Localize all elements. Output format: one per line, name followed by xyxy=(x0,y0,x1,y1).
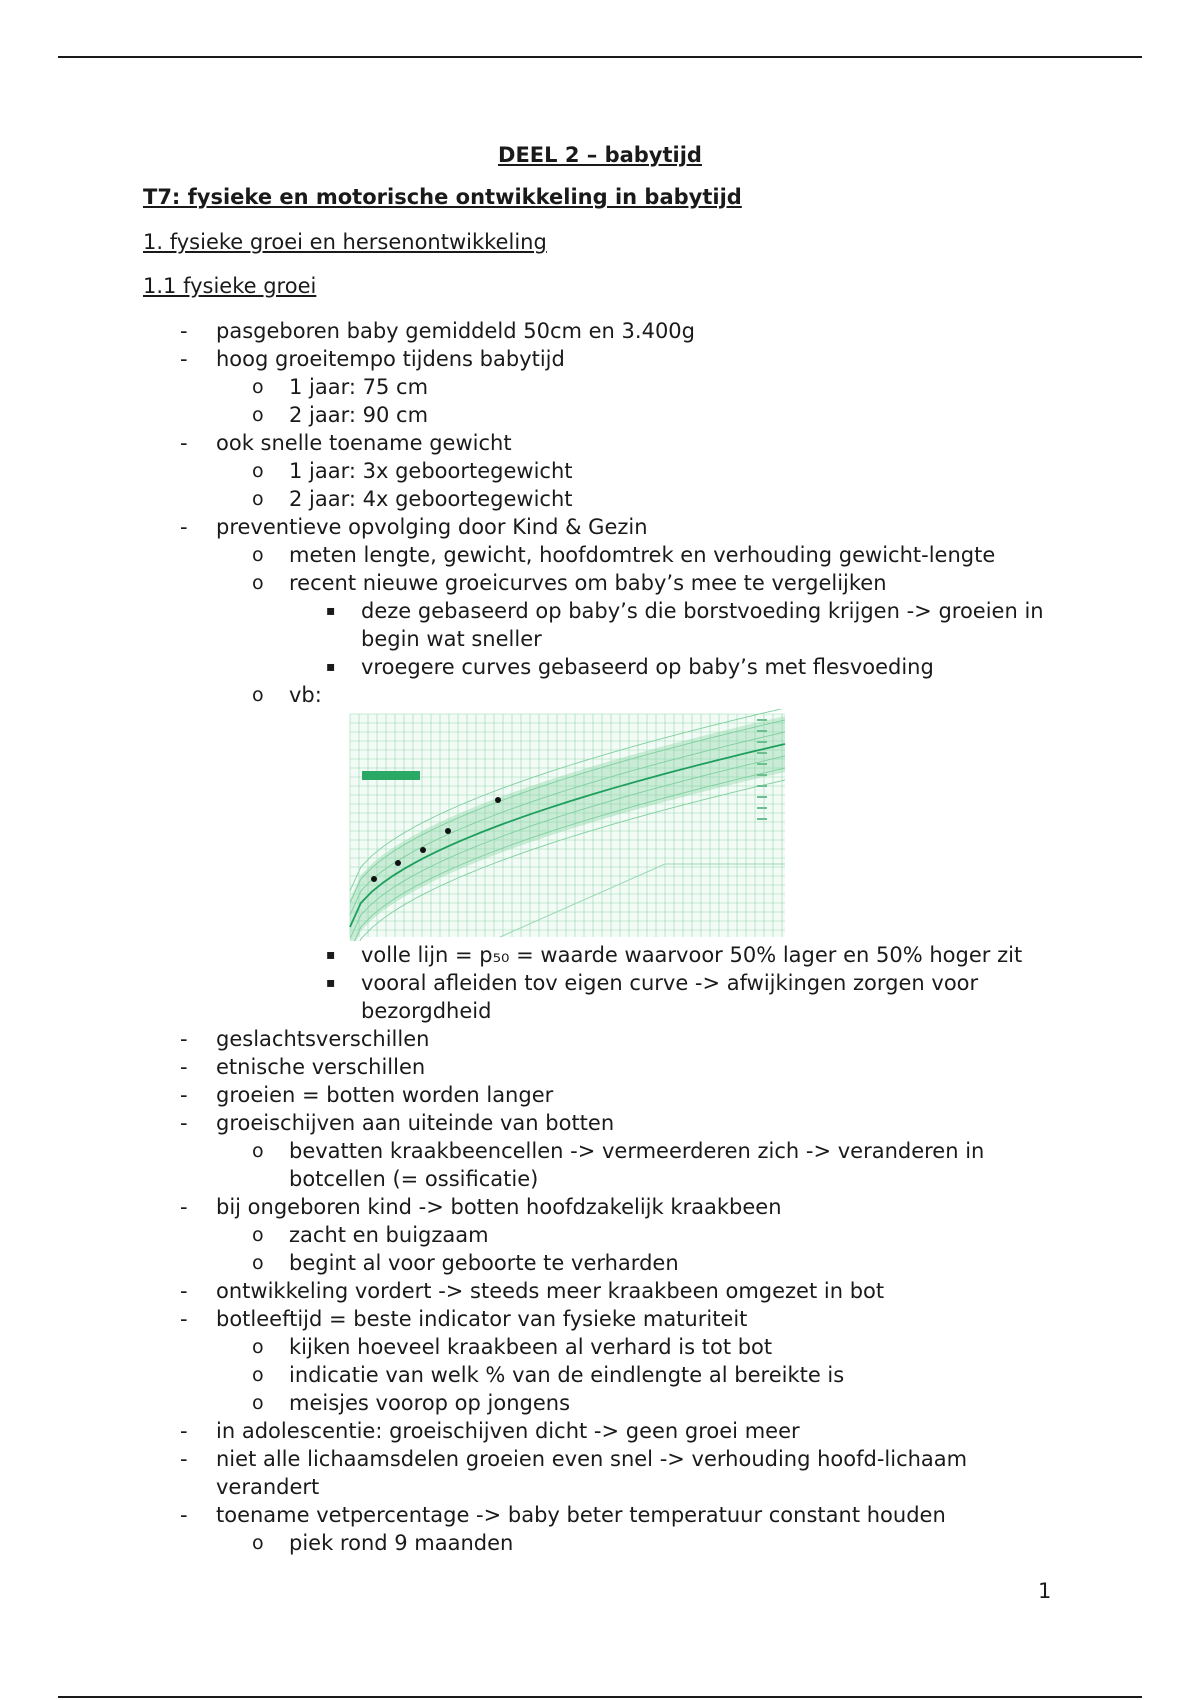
list-item-text: hoog groeitempo tijdens babytijd xyxy=(216,347,565,371)
circle-bullet: o xyxy=(252,1252,264,1274)
list-item-text: geslachtsverschillen xyxy=(216,1027,430,1051)
list-item xyxy=(0,1221,1200,1249)
circle-bullet: o xyxy=(252,376,264,398)
list-item xyxy=(0,1137,1200,1193)
growth-chart xyxy=(330,709,1200,941)
list-item-text: groeischijven aan uiteinde van botten xyxy=(216,1111,615,1135)
right-tick xyxy=(757,774,767,776)
dash-bullet: - xyxy=(180,319,188,343)
list-item xyxy=(0,1109,1200,1137)
list-item xyxy=(0,653,1200,681)
list-item xyxy=(0,1445,1200,1501)
list-item xyxy=(0,541,1200,569)
right-tick xyxy=(757,763,767,765)
circle-bullet: o xyxy=(252,1364,264,1386)
dash-bullet: - xyxy=(180,1055,188,1079)
list-item xyxy=(0,1053,1200,1081)
circle-bullet: o xyxy=(252,1392,264,1414)
list-item-text: in adolescentie: groeischijven dicht -> geen groei meer xyxy=(216,1419,800,1443)
measurement-point xyxy=(395,860,401,866)
list-item-text: 2 jaar: 4x geboortegewicht xyxy=(289,487,573,511)
list-item xyxy=(0,1333,1200,1361)
document-title: DEEL 2 – babytijd xyxy=(498,143,702,167)
list-item xyxy=(0,1277,1200,1305)
list-item xyxy=(0,1417,1200,1445)
circle-bullet: o xyxy=(252,404,264,426)
circle-bullet: o xyxy=(252,544,264,566)
list-item xyxy=(0,597,1200,653)
measurement-point xyxy=(420,847,426,853)
dash-bullet: - xyxy=(180,1195,188,1219)
list-item-text: ook snelle toename gewicht xyxy=(216,431,512,455)
right-tick xyxy=(757,730,767,732)
list-item xyxy=(0,345,1200,373)
square-bullet: ▪ xyxy=(326,603,336,619)
list-item xyxy=(0,1529,1200,1557)
list-item-text: kijken hoeveel kraakbeen al verhard is tot bot xyxy=(289,1335,773,1359)
right-tick xyxy=(757,741,767,743)
circle-bullet: o xyxy=(252,1140,264,1162)
circle-bullet: o xyxy=(252,460,264,482)
list-item-text: preventieve opvolging door Kind & Gezin xyxy=(216,515,648,539)
right-tick xyxy=(757,818,767,820)
section-heading: 1. fysieke groei en hersenontwikkeling xyxy=(143,230,547,254)
list-item xyxy=(0,513,1200,541)
measurement-point xyxy=(495,797,501,803)
list-item xyxy=(0,1081,1200,1109)
list-item-text: bij ongeboren kind -> botten hoofdzakelijk kraakbeen xyxy=(216,1195,782,1219)
list-item-text: botleeftijd = beste indicator van fysieke maturiteit xyxy=(216,1307,748,1331)
list-item-text: 2 jaar: 90 cm xyxy=(289,403,429,427)
list-item-text: begint al voor geboorte te verharden xyxy=(289,1251,679,1275)
list-item xyxy=(0,485,1200,513)
chapter-heading: T7: fysieke en motorische ontwikkeling in babytijd xyxy=(143,185,742,209)
list-item-text: meten lengte, gewicht, hoofdomtrek en verhouding gewicht-lengte xyxy=(289,543,996,567)
dash-bullet: - xyxy=(180,1307,188,1331)
circle-bullet: o xyxy=(252,488,264,510)
dash-bullet: - xyxy=(180,1083,188,1107)
bottom-rule xyxy=(58,1696,1142,1698)
circle-bullet: o xyxy=(252,572,264,594)
right-tick xyxy=(757,719,767,721)
dash-bullet: - xyxy=(180,1279,188,1303)
circle-bullet: o xyxy=(252,1224,264,1246)
dash-bullet: - xyxy=(180,1447,188,1471)
list-item xyxy=(0,569,1200,597)
list-item-text: volle lijn = p₅₀ = waarde waarvoor 50% lager en 50% hoger zit xyxy=(361,943,1023,967)
dash-bullet: - xyxy=(180,1503,188,1527)
list-item xyxy=(0,1025,1200,1053)
list-item-text: piek rond 9 maanden xyxy=(289,1531,514,1555)
list-item xyxy=(0,969,1200,1025)
square-bullet: ▪ xyxy=(326,659,336,675)
list-item-text: groeien = botten worden langer xyxy=(216,1083,554,1107)
measurement-point xyxy=(445,828,451,834)
list-item xyxy=(0,1389,1200,1417)
top-rule xyxy=(58,56,1142,58)
square-bullet: ▪ xyxy=(326,975,336,991)
list-item-text: etnische verschillen xyxy=(216,1055,426,1079)
list-item-text: pasgeboren baby gemiddeld 50cm en 3.400g xyxy=(216,319,695,343)
growth-chart-svg xyxy=(330,709,790,941)
list-item-text: vb: xyxy=(289,683,322,707)
list-item xyxy=(0,317,1200,345)
right-tick xyxy=(757,785,767,787)
right-tick xyxy=(757,752,767,754)
list-item xyxy=(0,1501,1200,1529)
list-item-text: vooral afleiden tov eigen curve -> afwijkingen zorgen voor bezorgdheid xyxy=(361,971,979,1023)
chart-label-box xyxy=(362,771,420,780)
list-item-text: recent nieuwe groeicurves om baby’s mee te vergelijken xyxy=(289,571,887,595)
circle-bullet: o xyxy=(252,684,264,706)
list-item xyxy=(0,681,1200,709)
list-item-text: 1 jaar: 75 cm xyxy=(289,375,429,399)
bullet-list xyxy=(0,317,1200,1557)
list-item-text: deze gebaseerd op baby’s die borstvoeding krijgen -> groeien in begin wat sneller xyxy=(361,599,1044,651)
list-item-text: vroegere curves gebaseerd op baby’s met flesvoeding xyxy=(361,655,934,679)
list-item-text: toename vetpercentage -> baby beter temperatuur constant houden xyxy=(216,1503,946,1527)
list-item xyxy=(0,401,1200,429)
list-item-text: bevatten kraakbeencellen -> vermeerderen zich -> veranderen in botcellen (= ossificatie) xyxy=(289,1139,985,1191)
list-item-text: ontwikkeling vordert -> steeds meer kraakbeen omgezet in bot xyxy=(216,1279,885,1303)
circle-bullet: o xyxy=(252,1336,264,1358)
dash-bullet: - xyxy=(180,347,188,371)
measurement-point xyxy=(371,876,377,882)
dash-bullet: - xyxy=(180,1111,188,1135)
list-item xyxy=(0,429,1200,457)
dash-bullet: - xyxy=(180,431,188,455)
list-item xyxy=(0,941,1200,969)
page-number: 1 xyxy=(1038,1579,1052,1603)
list-item xyxy=(0,1305,1200,1333)
square-bullet: ▪ xyxy=(326,947,336,963)
dash-bullet: - xyxy=(180,515,188,539)
right-tick xyxy=(757,807,767,809)
right-tick xyxy=(757,796,767,798)
list-item-text: zacht en buigzaam xyxy=(289,1223,489,1247)
list-item xyxy=(0,1193,1200,1221)
circle-bullet: o xyxy=(252,1532,264,1554)
subsection-heading: 1.1 fysieke groei xyxy=(143,274,317,298)
list-item xyxy=(0,457,1200,485)
list-item xyxy=(0,1249,1200,1277)
list-item-text: meisjes voorop op jongens xyxy=(289,1391,571,1415)
list-item-text: indicatie van welk % van de eindlengte al bereikte is xyxy=(289,1363,845,1387)
list-item-text: 1 jaar: 3x geboortegewicht xyxy=(289,459,573,483)
dash-bullet: - xyxy=(180,1419,188,1443)
list-item xyxy=(0,373,1200,401)
list-item xyxy=(0,1361,1200,1389)
list-item-text: niet alle lichaamsdelen groeien even snel -> verhouding hoofd-lichaam verandert xyxy=(216,1447,968,1499)
dash-bullet: - xyxy=(180,1027,188,1051)
